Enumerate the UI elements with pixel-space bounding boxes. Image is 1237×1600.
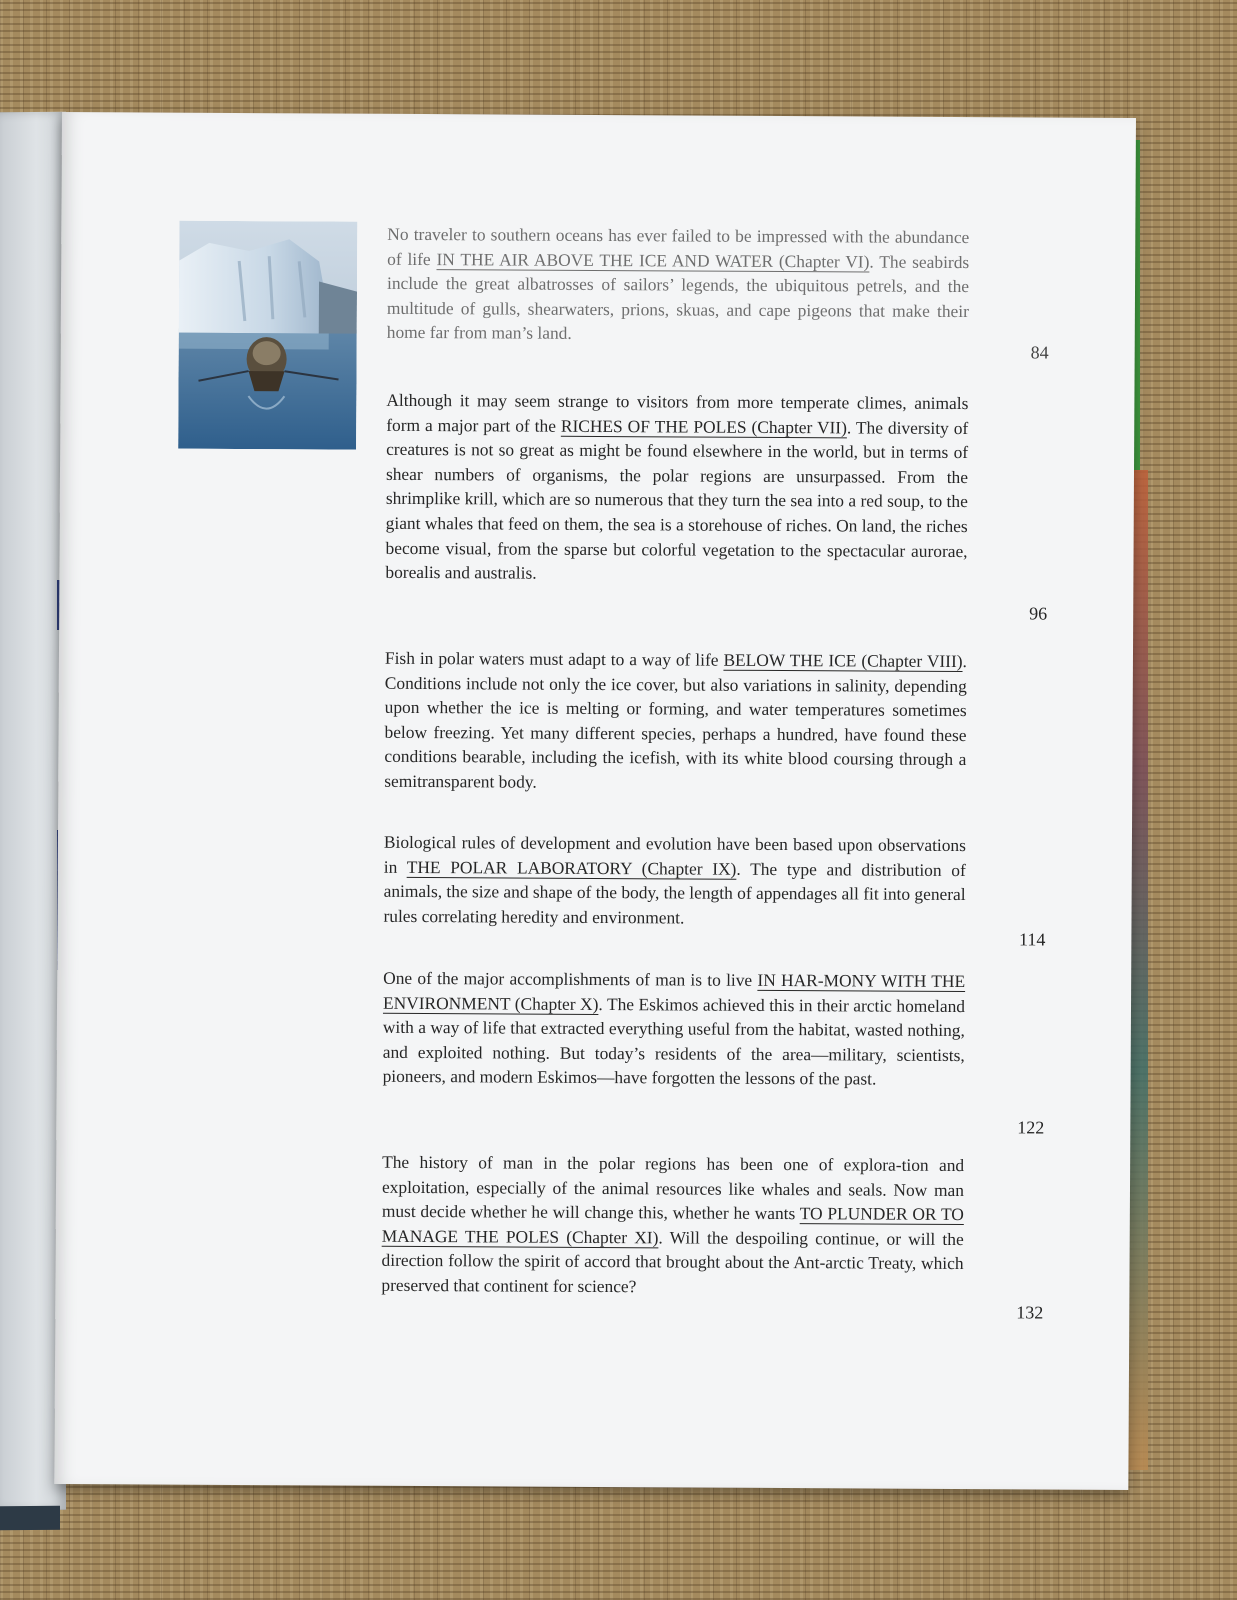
entry-text: . Conditions include not only the ice cover, but also variations in salinity, depending upon whether the ice is melting or forming, and water temperatures sometimes below freezing. Yet many different species, perhaps a hundred, have found these conditions bearable, including the icefish, with its white blood coursing through a semitransparent body. bbox=[384, 651, 968, 792]
entry-text: No traveler to southern oceans has ever failed to be impressed with the abundance of life bbox=[387, 223, 970, 269]
entry-paragraph bbox=[381, 1150, 964, 1301]
chapter-link-viii[interactable]: BELOW THE ICE (Chapter VIII) bbox=[723, 649, 963, 672]
entry-text: . The Eskimos achieved this in their arctic homeland with a way of life that extracted everything useful from the habitat, wasted nothing, and exploited nothing. But today’s residents of the area—military, scientists, pioneers, and modern Eskimos—have forgotten the lessons of the past. bbox=[382, 993, 966, 1089]
entry-text: . Will the despoiling continue, or will the direction follow the spirit of accord that brought about the Ant-arctic Treaty, which preserved that continent for science? bbox=[381, 1227, 964, 1297]
entry-text: Although it may seem strange to visitors from more temperate climes, animals form a major part of the bbox=[386, 389, 969, 436]
entry-text: The history of man in the polar regions has been one of explora-tion and exploitation, especially of the animal resources like whales and seals. Now man must decide whether he will change this, whether he wants bbox=[381, 1151, 965, 1224]
entry-text: . The diversity of creatures is not so great as might be found elsewhere in the world, but in terms of shear numbers of organisms, the polar regions are unsurpassed. From the shrimplike krill, which are so numerous that they turn the sea into a red soup, to the giant whales that feed on them, the sea is a storehouse of riches. On land, the riches become visual, from the sparse but colorful vegetation to the spectacular aurorae, borealis and australis. bbox=[385, 416, 969, 583]
entry-paragraph bbox=[385, 388, 968, 588]
entry-text: One of the major accomplishments of man is to live bbox=[383, 967, 758, 990]
chapter-link-ix[interactable]: THE POLAR LABORATORY (Chapter IX) bbox=[406, 856, 737, 879]
page-number: 132 bbox=[1016, 1302, 1044, 1323]
toc-entry-chapter-vi bbox=[387, 222, 970, 348]
toc-entry-chapter-x bbox=[383, 966, 966, 1092]
chapter-link-xi[interactable]: TO PLUNDER OR TO MANAGE THE POLES (Chapter XI) bbox=[381, 1203, 964, 1248]
page-number: 96 bbox=[1029, 603, 1048, 624]
page-number: 122 bbox=[1017, 1117, 1045, 1138]
chapter-link-vi[interactable]: IN THE AIR ABOVE THE ICE AND WATER (Chapter VI) bbox=[436, 248, 870, 272]
entry-paragraph bbox=[387, 222, 970, 348]
toc-entry-chapter-ix bbox=[383, 830, 966, 932]
entry-paragraph bbox=[384, 646, 967, 797]
entry-text: . The seabirds include the great albatrosses of sailors’ legends, the ubiquitous petrels, and the multitude of gulls, shearwaters, prions, skuas, and cape pigeons that make their home far from man’s land. bbox=[386, 251, 970, 344]
book-page bbox=[54, 112, 1136, 1490]
toc-entry-chapter-vii bbox=[385, 388, 968, 588]
entry-paragraph bbox=[383, 830, 966, 932]
chapter-link-x[interactable]: IN HAR-MONY WITH THE ENVIRONMENT (Chapter X) bbox=[382, 969, 966, 1014]
entry-paragraph bbox=[383, 966, 966, 1092]
entry-text: Fish in polar waters must adapt to a way of life bbox=[384, 647, 724, 670]
page-number: 114 bbox=[1018, 929, 1046, 950]
entry-text: Biological rules of development and evolution have been based upon observations in bbox=[383, 831, 966, 877]
entry-text: . The type and distribution of animals, the size and shape of the body, the length of appendages all fit into general rules correlating heredity and environment. bbox=[383, 858, 966, 928]
toc-entry-chapter-viii bbox=[384, 646, 967, 797]
iceberg-boat-photo bbox=[178, 221, 357, 450]
chapter-link-vii[interactable]: RICHES OF THE POLES (Chapter VII) bbox=[560, 415, 847, 437]
page-number: 84 bbox=[1030, 342, 1049, 363]
toc-entry-chapter-xi bbox=[381, 1150, 964, 1301]
